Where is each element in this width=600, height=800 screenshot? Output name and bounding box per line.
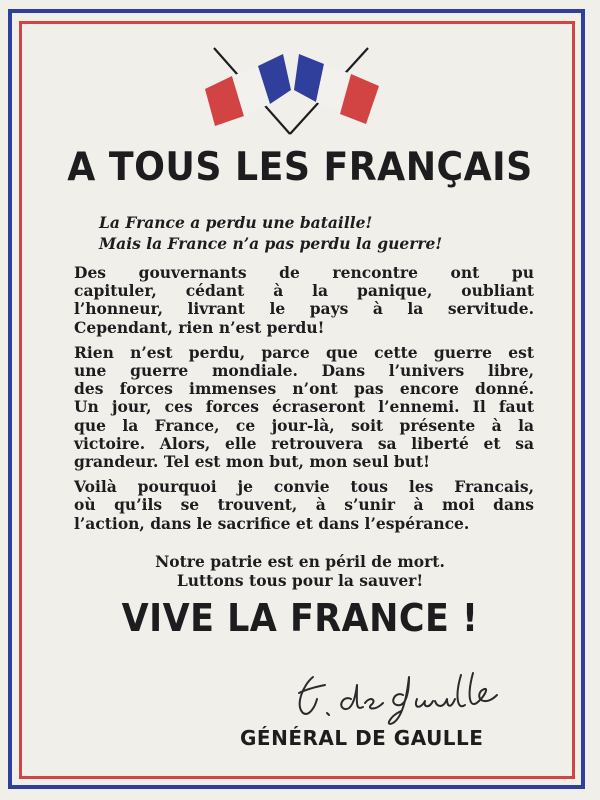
text-line: une guerre mondiale. Dans l’univers libre, [74,361,534,381]
french-flag-right-icon [290,48,379,134]
signatory-name: GÉNÉRAL DE GAULLE [240,726,484,750]
text-line: l’action, dans le sacrifice et dans l’espérance. [74,513,470,533]
paragraph-3 [74,478,534,533]
text-line: Un jour, ces forces écraseront l’ennemi. Il faut [74,397,534,417]
closing-line: Luttons tous pour la sauver! [176,571,424,590]
crossed-flags-icon [196,42,388,140]
closing-line: Notre patrie est en péril de mort. [155,552,445,571]
text-line: l’honneur, livrant le pays à la servitude. [74,299,534,319]
text-line: des forces immenses n’ont pas encore donné. [74,379,534,399]
text-line: grandeur. Tel est mon but, mon seul but! [74,452,430,472]
subtitle-line: Mais la France n’a pas perdu la guerre! [99,234,443,253]
poster-title: A TOUS LES FRANÇAIS [67,145,533,190]
slogan: VIVE LA FRANCE ! [121,596,479,640]
text-line: Rien n’est perdu, parce que cette guerre est [74,342,534,362]
text-line: que la France, ce jour-là, soit présente à la [74,415,534,435]
text-line: Cependant, rien n’est perdu! [74,317,325,337]
text-line: victoire. Alors, elle retrouvera sa liberté et sa [74,433,534,453]
text-line: où qu’ils se trouvent, à s’unir à moi dans [74,495,534,515]
text-line: Des gouvernants de rencontre ont pu [74,263,534,282]
text-line: capituler, cédant à la panique, oubliant [74,281,534,301]
text-line: Voilà pourquoi je convie tous les Francais, [74,477,534,497]
body-text [74,264,534,540]
french-flag-left-icon [205,48,291,134]
subtitle [99,212,539,254]
handwritten-signature [285,655,525,725]
paragraph-2 [74,344,534,471]
closing-lines [0,552,600,590]
paragraph-1 [74,264,534,337]
subtitle-line: La France a perdu une bataille! [99,213,373,232]
